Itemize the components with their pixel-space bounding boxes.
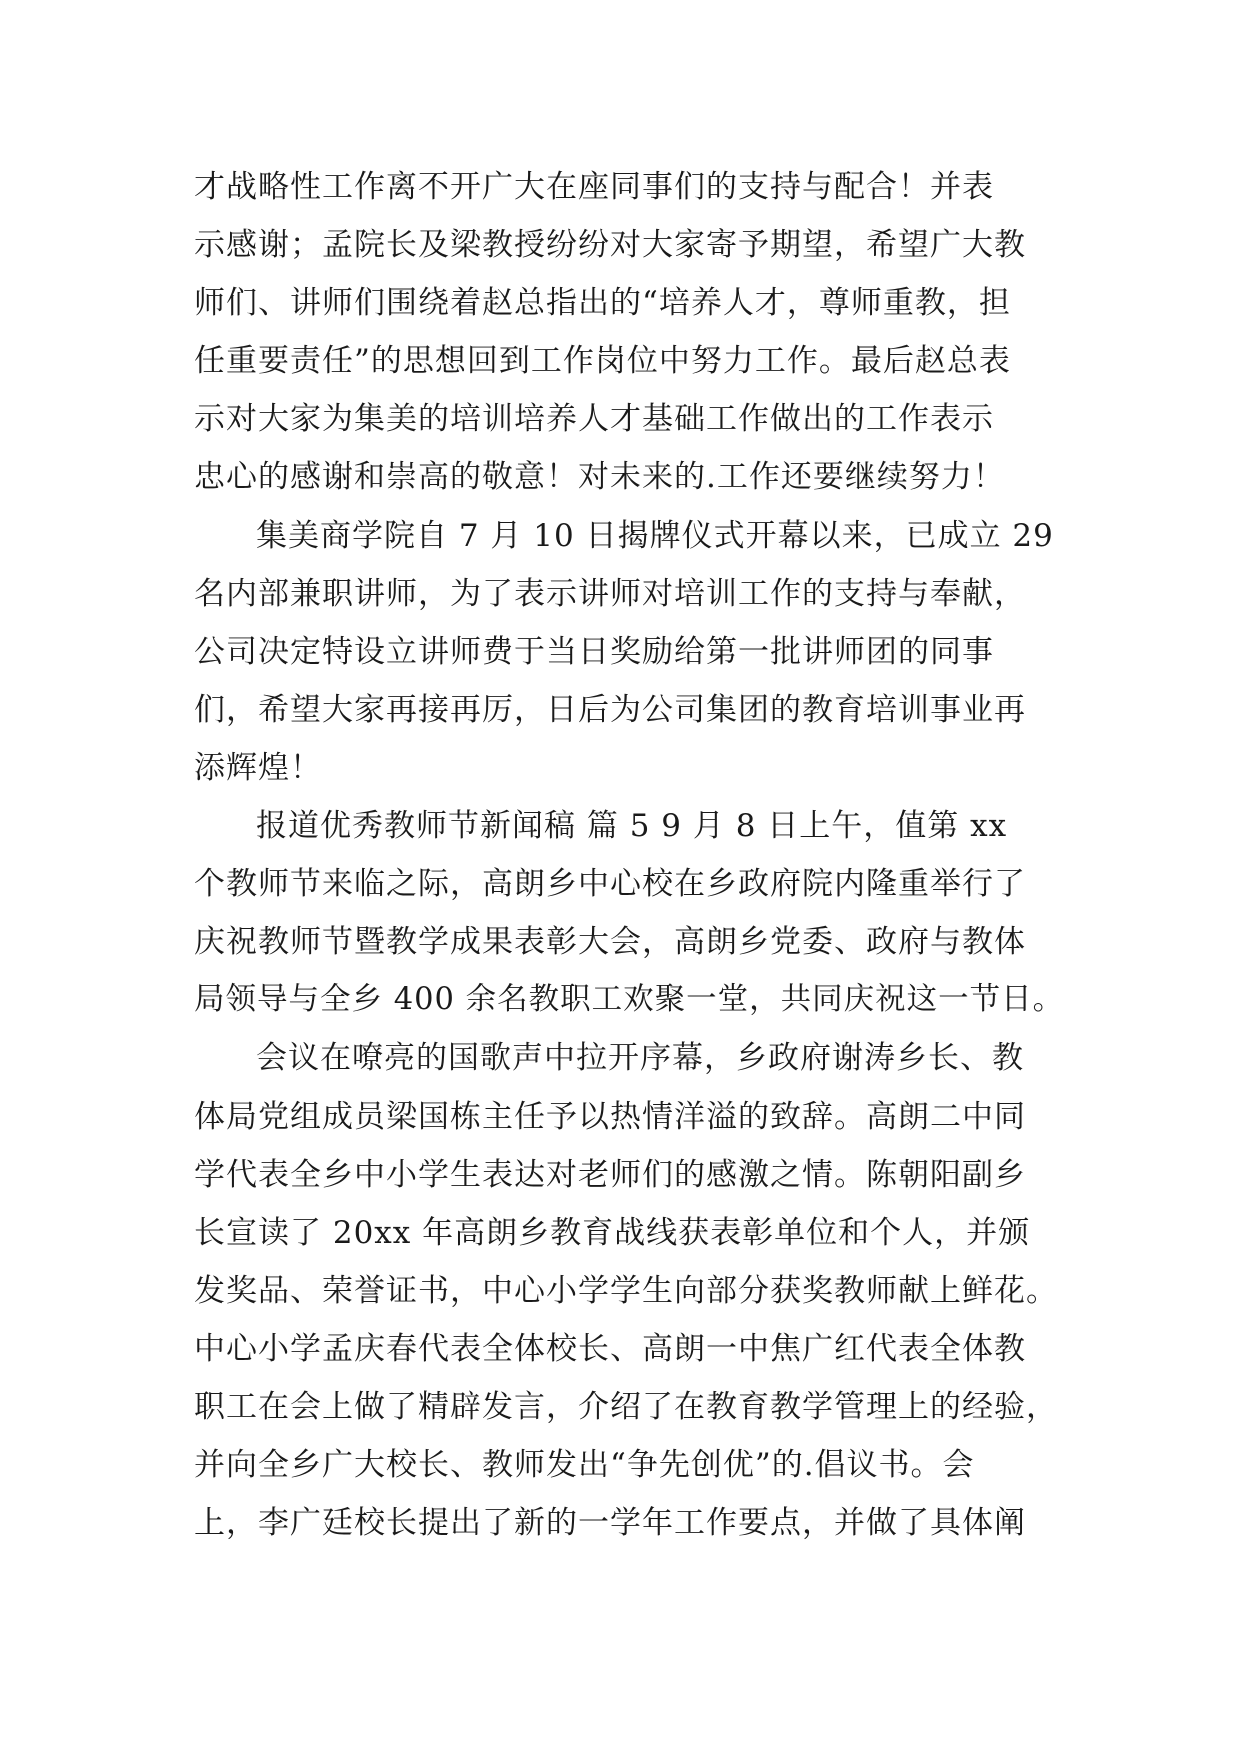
text-line: 名内部兼职讲师，为了表示讲师对培训工作的支持与奉献， <box>194 575 1026 612</box>
text-line: 个教师节来临之际，高朗乡中心校在乡政府院内隆重举行了 <box>194 866 1026 903</box>
text-line: 添辉煌！ <box>194 749 322 786</box>
paragraph-first-line: 会议在嘹亮的国歌声中拉开序幕，乡政府谢涛乡长、教 <box>256 1040 1024 1077</box>
text-line: 发奖品、荣誉证书，中心小学学生向部分获奖教师献上鲜花。 <box>194 1272 1058 1309</box>
text-line: 公司决定特设立讲师费于当日奖励给第一批讲师团的同事 <box>194 633 994 670</box>
text-line: 任重要责任”的思想回到工作岗位中努力工作。最后赵总表 <box>194 343 1011 380</box>
text-line: 并向全乡广大校长、教师发出“争先创优”的.倡议书。会 <box>194 1447 975 1484</box>
text-line: 示对大家为集美的培训培养人才基础工作做出的工作表示 <box>194 401 994 438</box>
text-line: 长宣读了 20xx 年高朗乡教育战线获表彰单位和个人，并颁 <box>194 1214 1031 1251</box>
text-line: 体局党组成员梁国栋主任予以热情洋溢的致辞。高朗二中同 <box>194 1098 1026 1135</box>
text-line: 局领导与全乡 400 余名教职工欢聚一堂，共同庆祝这一节日。 <box>194 982 1065 1018</box>
text-line: 忠心的感谢和崇高的敬意！对未来的.工作还要继续努力！ <box>194 459 1005 496</box>
text-line: 们，希望大家再接再厉，日后为公司集团的教育培训事业再 <box>194 691 1026 728</box>
document-body <box>194 158 1064 1552</box>
paragraph-first-line: 集美商学院自 7 月 10 日揭牌仪式开幕以来，已成立 29 <box>256 517 1054 554</box>
text-line: 上，李广廷校长提出了新的一学年工作要点，并做了具体阐 <box>194 1505 1026 1542</box>
text-line: 学代表全乡中小学生表达对老师们的感激之情。陈朝阳副乡 <box>194 1156 1026 1193</box>
paragraph-first-line: 报道优秀教师节新闻稿 篇 5 9 月 8 日上午，值第 xx <box>256 808 1008 845</box>
text-line: 庆祝教师节暨教学成果表彰大会，高朗乡党委、政府与教体 <box>194 924 1026 961</box>
text-line: 职工在会上做了精辟发言，介绍了在教育教学管理上的经验， <box>194 1388 1058 1425</box>
text-line: 师们、讲师们围绕着赵总指出的“培养人才，尊师重教，担 <box>194 285 1011 322</box>
text-line: 才战略性工作离不开广大在座同事们的支持与配合！并表 <box>194 169 994 205</box>
text-line: 中心小学孟庆春代表全体校长、高朗一中焦广红代表全体教 <box>194 1330 1026 1367</box>
text-line: 示感谢；孟院长及梁教授纷纷对大家寄予期望，希望广大教 <box>194 227 1026 264</box>
